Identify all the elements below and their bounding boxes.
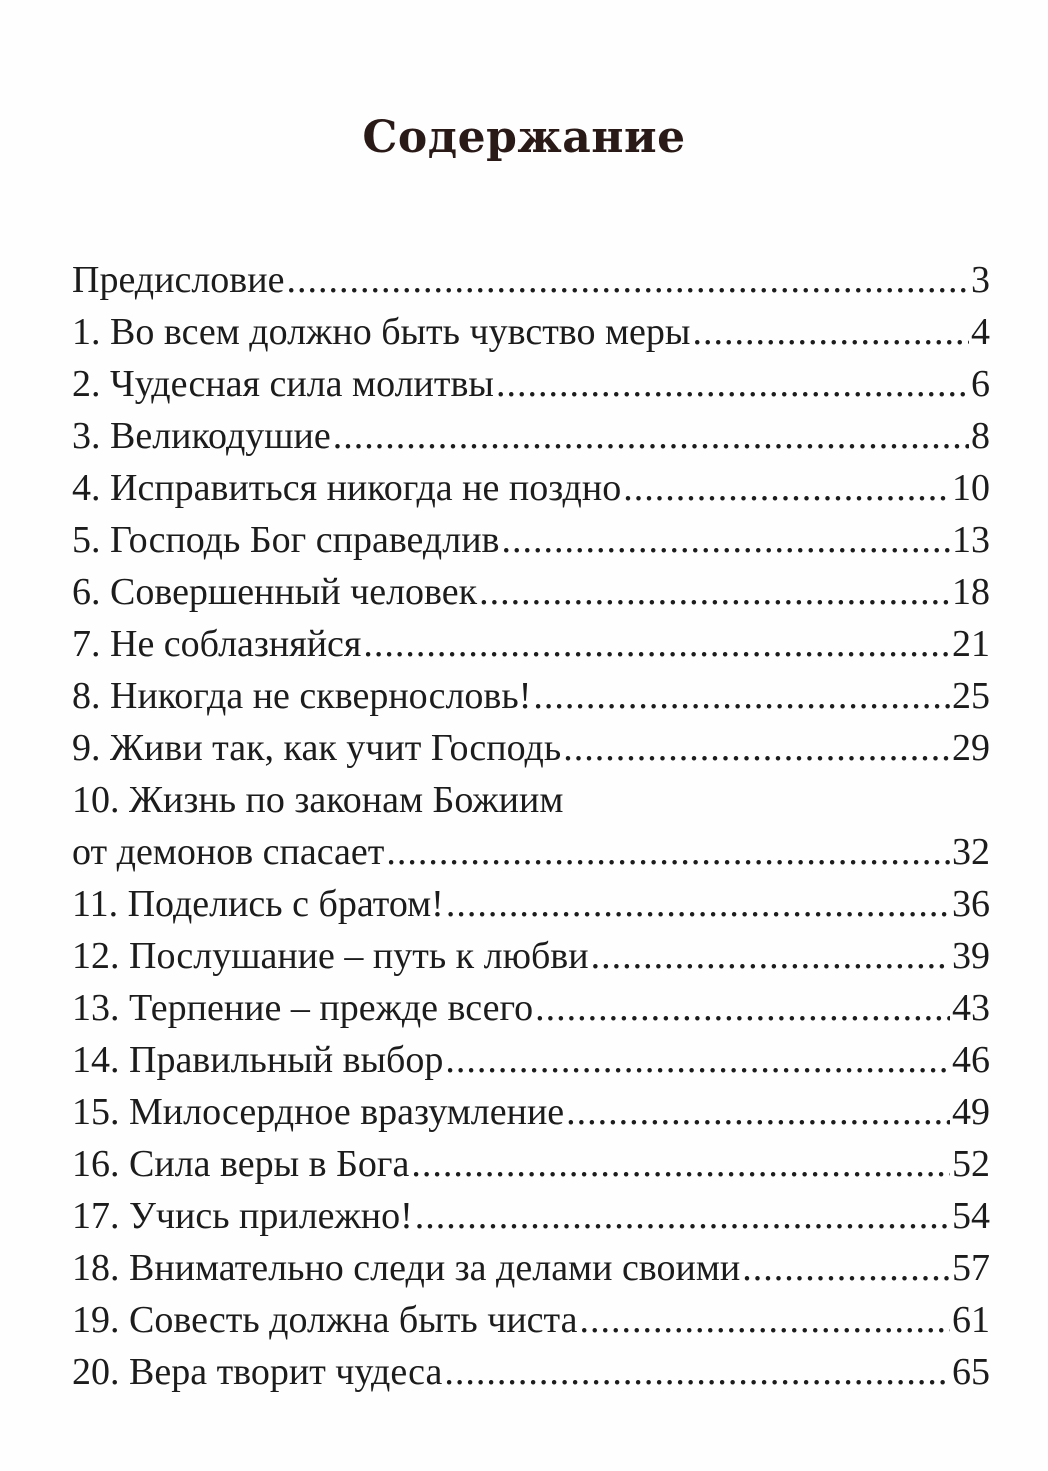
toc-entry-label: 17. Учись прилежно! [72, 1195, 413, 1237]
toc-entry-page: 49 [952, 1091, 990, 1133]
dot-leader [742, 1242, 950, 1294]
toc-entry-label: 8. Никогда не сквернословь! [72, 675, 532, 717]
toc-entry [72, 410, 990, 462]
toc-entry [72, 1242, 990, 1294]
toc-entry-label: Предисловие [72, 259, 285, 301]
toc-entry [72, 1034, 990, 1086]
toc-entry [72, 618, 990, 670]
toc-entry-page: 6 [971, 363, 990, 405]
toc-entry [72, 826, 990, 878]
toc-entry-page: 46 [952, 1039, 990, 1081]
toc-entry-page: 57 [952, 1247, 990, 1289]
toc-entry-page: 65 [952, 1351, 990, 1393]
dot-leader [566, 1086, 950, 1138]
toc-entry-label: 4. Исправиться никогда не поздно [72, 467, 622, 509]
toc-entry-page: 3 [971, 259, 990, 301]
toc-entry [72, 358, 990, 410]
toc-entry [72, 1086, 990, 1138]
toc-entry [72, 514, 990, 566]
dot-leader [623, 462, 950, 514]
toc-entry-page: 61 [952, 1299, 990, 1341]
toc-entry-page: 52 [952, 1143, 990, 1185]
toc-entry-label: 2. Чудесная сила молитвы [72, 363, 494, 405]
toc-entry-label: 9. Живи так, как учит Господь [72, 727, 562, 769]
toc-entry [72, 306, 990, 358]
toc-entry [72, 930, 990, 982]
toc-entry [72, 1294, 990, 1346]
toc-entry-label: 14. Правильный выбор [72, 1039, 444, 1081]
dot-leader [479, 566, 950, 618]
toc-entry-page: 39 [952, 935, 990, 977]
dot-leader [286, 254, 969, 306]
page-title: Содержание [362, 112, 686, 163]
toc-entry-page: 10 [952, 467, 990, 509]
table-of-contents [72, 254, 990, 1398]
toc-entry [72, 566, 990, 618]
toc-entry [72, 722, 990, 774]
toc-entry-label: 11. Поделись с братом! [72, 883, 444, 925]
toc-entry-page: 4 [971, 311, 990, 353]
toc-entry-label: от демонов спасает [72, 831, 385, 873]
dot-leader [591, 930, 950, 982]
toc-entry-label-line1: 10. Жизнь по законам Божиим [72, 779, 564, 821]
dot-leader [533, 670, 950, 722]
toc-entry-page: 43 [952, 987, 990, 1029]
toc-entry-page: 18 [952, 571, 990, 613]
toc-entry-label: 18. Внимательно следи за делами своими [72, 1247, 741, 1289]
toc-entry [72, 670, 990, 722]
dot-leader [445, 1034, 950, 1086]
toc-entry [72, 462, 990, 514]
dot-leader [415, 1190, 950, 1242]
toc-entry-page: 29 [952, 727, 990, 769]
toc-entry-page: 13 [952, 519, 990, 561]
toc-entry-label: 20. Вера творит чудеса [72, 1351, 443, 1393]
dot-leader [692, 306, 969, 358]
toc-entry-label: 12. Послушание – путь к любви [72, 935, 589, 977]
toc-entry-page: 8 [971, 415, 990, 457]
toc-entry-page: 36 [952, 883, 990, 925]
toc-entry-label: 13. Терпение – прежде всего [72, 987, 534, 1029]
toc-entry-label: 16. Сила веры в Бога [72, 1143, 410, 1185]
toc-entry-label: 15. Милосердное вразумление [72, 1091, 565, 1133]
toc-entry-page: 21 [952, 623, 990, 665]
dot-leader [563, 722, 950, 774]
dot-leader [446, 878, 950, 930]
dot-leader [444, 1346, 950, 1398]
toc-entry [72, 1138, 990, 1190]
toc-entry [72, 254, 990, 306]
toc-entry [72, 878, 990, 930]
dot-leader [496, 358, 969, 410]
dot-leader [411, 1138, 950, 1190]
dot-leader [363, 618, 950, 670]
toc-entry [72, 1346, 990, 1398]
dot-leader [580, 1294, 951, 1346]
toc-entry-page: 25 [952, 675, 990, 717]
dot-leader [386, 826, 950, 878]
toc-entry-label: 1. Во всем должно быть чувство меры [72, 311, 691, 353]
dot-leader [535, 982, 950, 1034]
toc-entry-label: 3. Великодушие [72, 415, 331, 457]
toc-entry-first-line [72, 774, 990, 826]
toc-entry-page: 32 [952, 831, 990, 873]
dot-leader [333, 410, 969, 462]
toc-entry-label: 19. Совесть должна быть чиста [72, 1299, 578, 1341]
toc-entry-label: 6. Совершенный человек [72, 571, 478, 613]
toc-entry [72, 982, 990, 1034]
toc-entry-label: 5. Господь Бог справедлив [72, 519, 500, 561]
dot-leader [501, 514, 950, 566]
toc-entry-page: 54 [952, 1195, 990, 1237]
toc-entry [72, 1190, 990, 1242]
toc-entry-label: 7. Не соблазняйся [72, 623, 362, 665]
